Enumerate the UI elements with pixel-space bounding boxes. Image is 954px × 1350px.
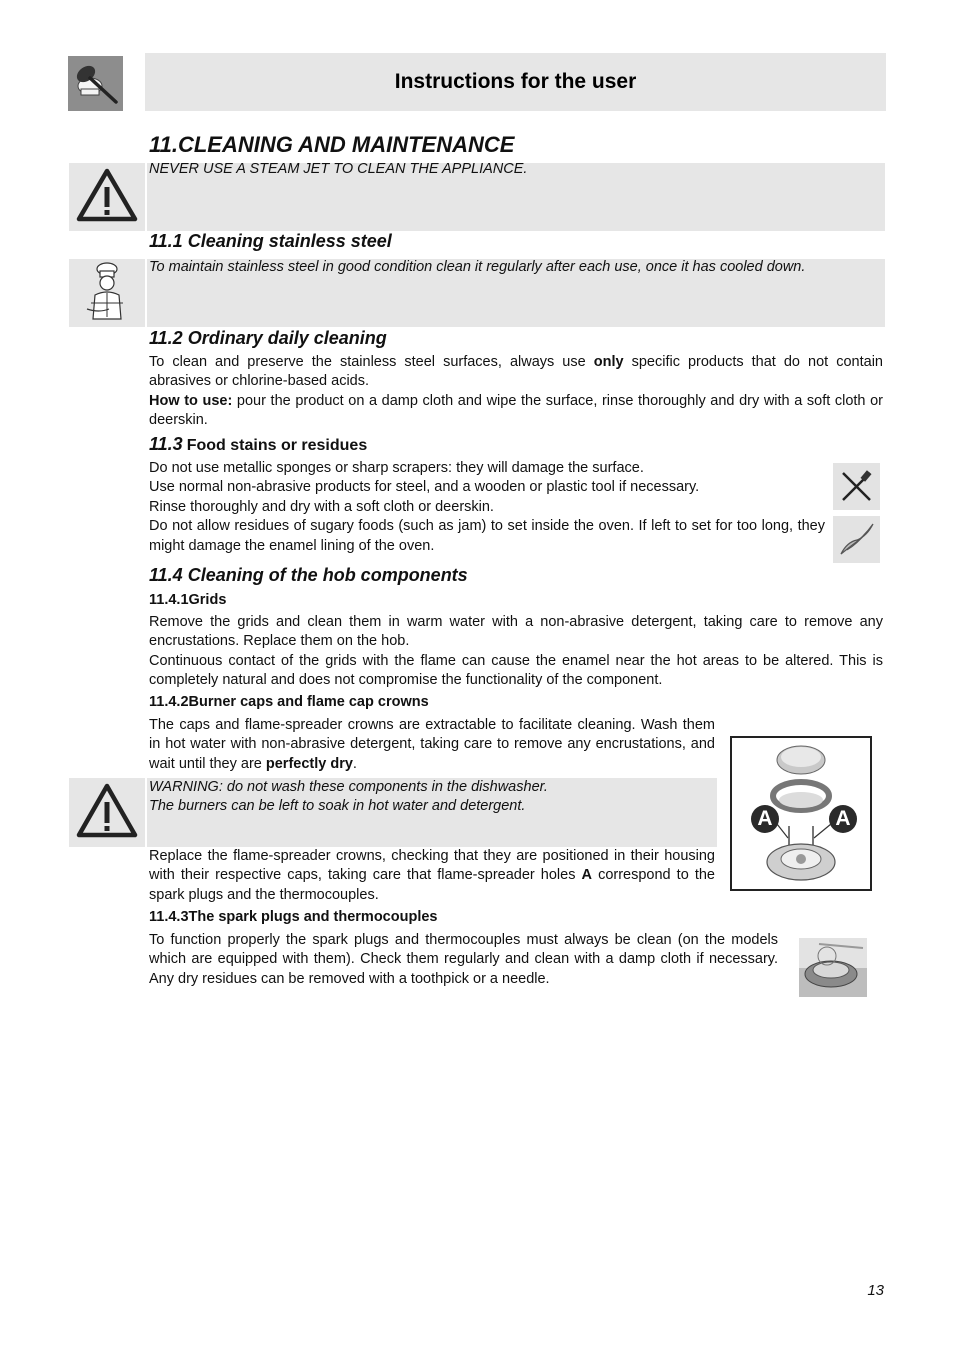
dishwasher-warning-box (147, 778, 717, 847)
chef-icon (69, 259, 145, 327)
warning-triangle-icon (69, 163, 145, 231)
daily-cleaning-text: To clean and preserve the stainless steel surfaces, always use only specific products that do not contain abrasives or chlorine-based acids. How to use: pour the product on a damp cloth and wipe the surface, rinse thoroughly and dry with a soft cloth or deerskin. (149, 354, 883, 429)
warning-box (147, 163, 885, 231)
figure-label-a-left: A (757, 807, 773, 830)
header-bar (145, 53, 886, 111)
header-logo-icon (68, 56, 123, 111)
subsection-title-11-3: 11.3 Food stains or residues (149, 434, 368, 454)
warning-triangle-icon (69, 778, 145, 847)
burner-caps-text: The caps and flame-spreader crowns are extractable to facilitate cleaning. Wash them in hot water with non-abrasive detergent, taking care to remove any encrustations, and wait until they are perfectly dry. (149, 717, 715, 772)
burner-assembly-figure (730, 736, 872, 891)
crossed-tools-icon (833, 463, 880, 510)
header-title: Instructions for the user (394, 70, 637, 94)
cloth-icon (833, 516, 880, 563)
dishwasher-warning-text: WARNING: do not wash these components in the dishwasher. The burners can be left to soak in hot water and detergent. (149, 779, 548, 815)
figure-label-a-right: A (835, 807, 851, 830)
subsection-title-11-2: 11.2 Ordinary daily cleaning (149, 328, 387, 348)
subsection-title-11-4-2: 11.4.2Burner caps and flame cap crowns (149, 694, 429, 710)
subsection-title-11-1: 11.1 Cleaning stainless steel (149, 231, 392, 251)
spark-plugs-text: To function properly the spark plugs and thermocouples must always be clean (on the models which are equipped with them). Check them regularly and clean with a damp cloth if necessary. Any dry residues can be removed with a toothpick or a needle. (149, 932, 778, 987)
note-box (147, 259, 885, 327)
note-text: To maintain stainless steel in good condition clean it regularly after each use, once it has cooled down. (149, 259, 806, 275)
subsection-title-11-4-3: 11.4.3The spark plugs and thermocouples (149, 909, 438, 925)
replace-crowns-text: Replace the flame-spreader crowns, checking that they are positioned in their housing with their respective caps, taking care that flame-spreader holes A correspond to the spark plugs and the thermocouples. (149, 848, 715, 903)
burner-icon (799, 938, 867, 997)
page-number: 13 (867, 1282, 884, 1299)
grids-text: Remove the grids and clean them in warm water with a non-abrasive detergent, taking care to remove any encrustations. Replace them on the hob. Continuous contact of the grids with the flame can cause the enamel near the hot areas to be altered. This is completely natural and does not compromise the functionality of the component. (149, 614, 883, 689)
section-title: 11.CLEANING AND MAINTENANCE (149, 132, 515, 157)
subsection-title-11-4-1: 11.4.1Grids (149, 592, 227, 608)
warning-text: NEVER USE A STEAM JET TO CLEAN THE APPLIANCE. (149, 161, 528, 177)
food-stains-text: Do not use metallic sponges or sharp scrapers: they will damage the surface. Use normal non-abrasive products for steel, and a wooden or plastic tool if necessary. Rinse thoroughly and dry with a soft cloth or deerskin. Do not allow residues of sugary foods (such as jam) to set inside the oven. If left to set for too long, they might damage the enamel lining of the oven. (149, 460, 825, 554)
subsection-title-11-4: 11.4 Cleaning of the hob components (149, 565, 468, 585)
